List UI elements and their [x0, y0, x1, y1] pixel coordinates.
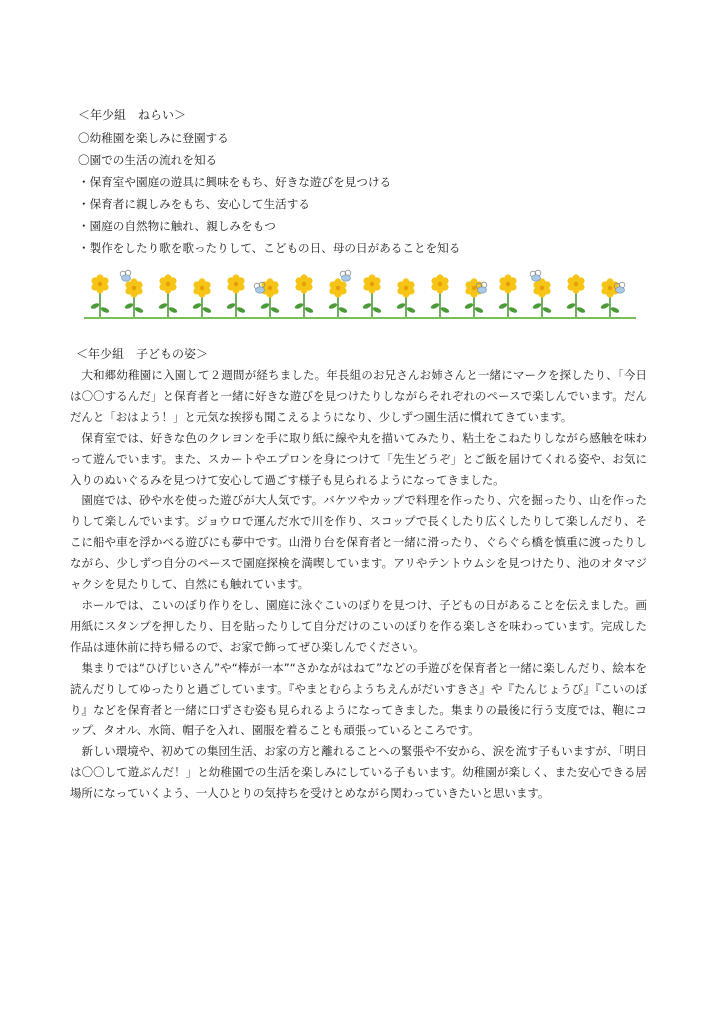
flower-icon — [226, 274, 246, 318]
flower-icon — [192, 278, 212, 318]
aim-item: ・製作をしたり歌を歌ったりして、こどもの日、母の日があることを知る — [78, 241, 461, 255]
flower-icon — [532, 278, 552, 318]
aim-item: ・保育室や園庭の遊具に興味をもち、好きな遊びを見つける — [78, 175, 392, 189]
flower-icon — [430, 274, 450, 318]
flower-icon — [600, 278, 620, 318]
paragraph: ホールでは、こいのぼり作りをし、園庭に泳ぐこいのぼりを見つけ、子どもの日があることを伝えました。画用紙にスタンプを押したり、目を貼ったりして自分だけのこいのぼりを作る楽しさを味わっています。完成した作品は連休前に持ち帰るので、お家で飾ってぜひ楽しんでください。 — [70, 597, 647, 654]
flower-icon — [498, 274, 518, 318]
paragraph: 大和郷幼稚園に入園して２週間が経ちました。年長組のお兄さんお姉さんと一緒にマークを探したり、「今日は〇〇するんだ」と保育者と一緒に好きな遊びを見つけたりしながらそれぞれのペースで楽しんでいます。だんだんと「おはよう！」と元気な挨拶も聞こえるようになり、少しずつ園生活に慣れてきています。 — [70, 368, 647, 424]
aim-item: 〇幼稚園を楽しみに登園する — [78, 131, 229, 145]
flower-icon — [124, 278, 144, 318]
bee-icon — [120, 270, 131, 281]
children-heading: ＜年少組 子どもの姿＞ — [76, 347, 209, 361]
aim-item: 〇園での生活の流れを知る — [78, 153, 218, 167]
flower-icon — [396, 278, 416, 318]
flower-icon — [90, 274, 110, 318]
bee-icon — [530, 270, 541, 281]
paragraph: 集まりでは“ひげじいさん”や“棒が一本”“さかながはねて”などの手遊びを保育者と一緒に楽しんだり、絵本を読んだりしてゆったりと過ごしています。『やまとむらようちえんがだいすきさ』や『たんじょうび』『こいのぼり』などを保育者と一緒に口ずさむ姿も見られるようになってきました。集まりの最後に行う支度では、鞄にコップ、タオル、水筒、帽子を入れ、園服を着ることも頑張っているところです。 — [70, 660, 647, 738]
aims-heading: ＜年少組 ねらい＞ — [78, 108, 187, 122]
aim-item: ・保育者に親しみをもち、安心して生活する — [78, 197, 310, 211]
paragraph: 保育室では、好きな色のクレヨンを手に取り紙に線や丸を描いてみたり、粘土をこねたりしながら感触を味わって遊んでいます。また、スカートやエプロンを身につけて「先生どうぞ」とご飯を届けてくれる姿や、お気に入りのぬいぐるみを見つけて安心して過ごす様子も見られるようになってきました。 — [70, 430, 647, 487]
flower-icon — [158, 274, 178, 318]
paragraph: 新しい環境や、初めての集団生活、お家の方と離れることへの緊張や不安から、涙を流す子もいますが、「明日は〇〇して遊ぶんだ！」と幼稚園での生活を楽しみにしている子もいます。幼稚園が楽しく、また安心できる居場所になっていくよう、一人ひとりの気持ちを受けとめながら関わっていきたいと思います。 — [70, 744, 647, 801]
bee-icon — [340, 270, 351, 281]
aim-item: ・園庭の自然物に触れ、親しみをもつ — [78, 219, 276, 233]
paragraph: 園庭では、砂や水を使った遊びが大人気です。バケツやカップで料理を作ったり、穴を掘ったり、山を作ったりして楽しんでいます。ジョウロで運んだ水で川を作り、スコップで長くしたり広くしたりして楽しんだり、そこに船や車を浮かべる遊びにも夢中です。山滑り台を保育者と一緒に滑ったり、ぐらぐら橋を慎重に渡ったりしながら、少しずつ自分のペースで園庭探検を満喫しています。アリやテントウムシを見つけたり、池のオタマジャクシを見たりして、自然にも触れています。 — [70, 493, 647, 592]
flower-icon — [566, 274, 586, 318]
flowers-group — [90, 274, 620, 318]
flower-icon — [260, 278, 280, 318]
flower-icon — [362, 274, 382, 318]
flower-bee-illustration — [84, 268, 636, 326]
flower-icon — [328, 278, 348, 318]
children-description — [70, 365, 647, 804]
aims-list — [78, 127, 638, 259]
flower-icon — [294, 274, 314, 318]
